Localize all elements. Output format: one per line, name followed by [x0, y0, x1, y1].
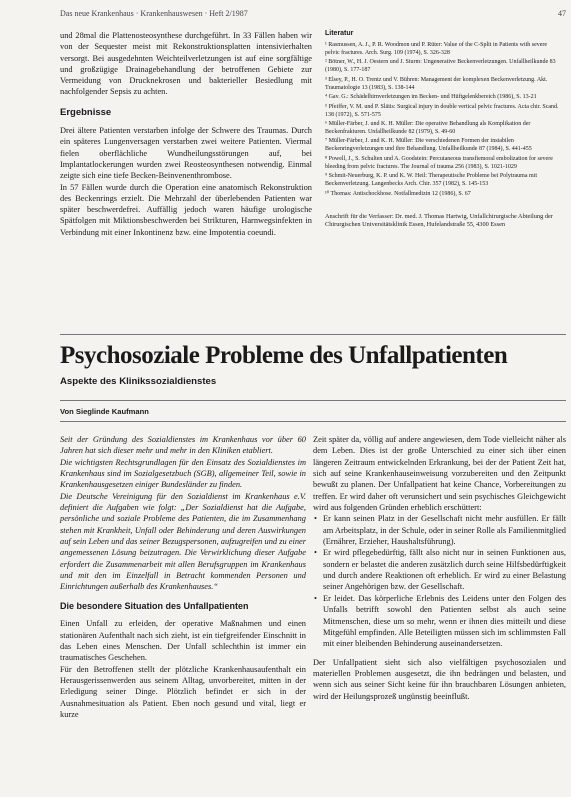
reference-item: ¹ Rasmussen, A. J., P. R. Woodmon und P. Rüter: Value of the C-Split in Patients with severe pelvic fractures. Arch. Surg. 109 (1974), S. 326-328 — [325, 41, 548, 56]
reference-item: ⁸ Powell, J., S. Schulten und A. Goodstein: Percutaneous transfiemoral embolization for severe bleeding from pelvic fractures. The Journal of trauma 256 (1983), S. 1021-1029 — [325, 155, 553, 170]
paragraph: Drei ältere Patienten verstarben infolge der Schwere des Traumas. Durch ein späteres Lungenversagen verstarben zwei weitere Patienten. Viermal fielen oberflächliche Wundheilungsstörungen auf, bei Implantatlockerungen wurden zwei Reosteosynthesen notwendig. Einmal zeigte sich eine tiefe Becken-Beinvenenthrombose. — [60, 126, 312, 181]
article-subtitle: Aspekte des Klinikssozialdienstes — [60, 376, 217, 387]
author-address: Anschrift für die Verfasser: Dr. med. J. Thomas Hartwig, Unfallchirurgische Abteilung der Chirurgischen Universitätsklinik Essen, Hufelandstraße 55, 4300 Essen — [325, 212, 553, 228]
author-rule — [60, 421, 566, 422]
title-rule — [60, 400, 566, 401]
reference-item: ⁶ Müller-Färber, J. und K. H. Müller: Die operative Behandlung als Komplikation der Beckenfrakturen. Unfallheilkunde 82 (1979), S. 49-60 — [325, 121, 531, 135]
reference-item: ⁷ Müller-Färber, J. und K. H. Müller: Die verschiedenen Formen der instabilen Beckenringverletzungen und ihre Behandlung. Unfallheilkunde 87 (1984), S. 441-455 — [325, 138, 532, 153]
article-author: Von Sieglinde Kaufmann — [60, 407, 149, 416]
paragraph: Für den Betroffenen stellt der plötzliche Krankenhausaufenthalt ein Herausgerissenwerden aus seinem Alltag, unvorbereitet, mitten in der Erledigung seiner Dinge. Plötzlich befindet er sich in der Ausnahmesituation als Patient. Eben noch gesund und vital, liegt er kurze — [60, 664, 306, 719]
paragraph: Einen Unfall zu erleiden, der operative Maßnahmen und einen stationären Aufenthalt nach sich zieht, ist ein tiefgreifender Einschnitt in das Leben eines Menschen. Der Unfall schlechthin ist immer ein traumatisches Geschehen. — [60, 619, 306, 663]
reference-item: ⁹ Schmit-Neuerburg, K. P. und K. W. Heil: Therapeutische Probleme bei Polytrauma mit Beckenverletzung. Langenbecks Arch. Chir. 357 (1982), S. 145-153 — [325, 173, 538, 188]
article-divider — [60, 334, 566, 335]
running-header — [60, 9, 566, 18]
reference-item: ² Bötner, W., H. J. Oestern und J. Sturm: Ungenerative Beckenverletzungen. Unfallheilkunde 83 (1980), S. 177-187 — [325, 59, 556, 74]
paragraph: In 57 Fällen wurde durch die Operation eine anatomisch Rekonstruktion des Beckenrings erzielt. Die Mehrzahl der überlebenden Patienten war später beschwerdefrei. Auffällig jedoch waren häufige urologische Spätfolgen mit Miktionsbeschwerden bei Strikturen, Harnwegsinfekten in Verbindung mit einer Inkontinenz bzw. eine Impotentia coeundi. — [60, 182, 312, 237]
bullet-item: • Er leidet. Das körperliche Erlebnis des Leidens unter den Folgen des Unfalls betrifft sowohl den Patienten selbst als auch seine Mitmenschen, diese um so mehr, wenn er ihnen dies mitteilt und diese Mitgefühl empfinden. Alle Beteiligten müssen sich im schlimmsten Fall mit einer bleibenden Behinderung auseinandersetzen. — [323, 593, 566, 650]
reference-item: ⁴ Gav. G.: Schädelhirnverletzungen im Becken- und Hüftgelenkbereich (1986), S. 13-21 — [325, 94, 537, 101]
previous-article-column — [60, 30, 312, 238]
intro-paragraph: Seit der Gründung des Sozialdienstes im Krankenhaus vor über 60 Jahren hat sich dieser mehr und mehr in den Kliniken etabliert. — [60, 435, 306, 456]
section-heading-ergebnisse: Ergebnisse — [60, 106, 112, 118]
reference-item: ³ Elsey, P., H. O. Trentz und V. Bühren: Management der komplexen Beckenverletzung. Akt. Traumatologie 13 (1983), S. 138-144 — [325, 76, 548, 91]
section-heading: Die besondere Situation des Unfallpatienten — [60, 600, 249, 611]
paragraph: Zeit später da, völlig auf andere angewiesen, dem Tode vielleicht näher als dem Leben. Dies ist der große Unterschied zu einer sich über einen längeren Zeitraum entwickelnden Erkrankung, bei der der Patient Zeit hat, sich auf seine Krankenhauseinweisung vorzubereiten und den Zeitpunkt bewußt zu planen. Der Unfallpatient hat keine Chance, Vorbereitungen zu treffen. Er wird daher oft verunsichert und sein psychisches Gleichgewicht wird aus folgenden Gründen erheblich erschüttert: — [313, 435, 566, 513]
bullet-item: • Er kann seinen Platz in der Gesellschaft nicht mehr ausfüllen. Er fällt am Arbeitsplatz, in der Schule, oder in seiner Rolle als Familienmitglied (Ernährer, Erzieher, Haushaltsführung). — [323, 513, 566, 547]
literature-heading: Literatur — [325, 30, 354, 37]
bullet-list — [313, 513, 566, 649]
article-title: Psychosoziale Probleme des Unfallpatienten — [60, 342, 508, 369]
article-left-column — [60, 434, 306, 720]
reference-item: ¹⁰ Thomas: Antischockhose. Notfallmedizin 12 (1986), S. 67 — [325, 190, 471, 197]
reference-item: ⁵ Pfeiffer, V. M. und P. Slätis: Surgical injury in double vertical pelvic fractures. Acta chir. Scand. 138 (1972), S. 571-575 — [325, 103, 559, 118]
bullet-item: • Er wird pflegebedürftig, fällt also nicht nur in seinen Funktionen aus, sondern er belastet die anderen zusätzlich durch seine Hilfsbedürftigkeit und durch andere Reaktionen oft erheblich. Er wird zu einer Belastung seiner Angehörigen bzw. der Gesellschaft. — [323, 547, 566, 592]
page-number: 47 — [558, 9, 566, 18]
literature-column — [325, 30, 563, 229]
intro-paragraph: Die wichtigsten Rechtsgrundlagen für den Einsatz des Sozialdienstes im Krankenhaus sind im Sozialgesetzbuch (SGB), allgemeiner Teil, sowie in Krankenhausgesetzen einiger Bundesländer zu finden. — [60, 457, 306, 490]
article-right-column — [313, 434, 566, 702]
journal-name: Das neue Krankenhaus · Krankenhauswesen · Heft 2/1987 — [60, 9, 248, 18]
paragraph: Der Unfallpatient sieht sich also vielfältigen psychosozialen und materiellen Problemen ausgesetzt, die ihn bedrängen und belasten, und wenn sich aus seiner Sicht keine für ihn brauchbaren Lösungen anbieten, wird der Heilungsprozeß ungünstig beeinflußt. — [313, 657, 566, 701]
intro-paragraph: Die Deutsche Vereinigung für den Sozialdienst im Krankenhaus e.V. definiert die Aufgaben wie folgt: „Der Sozialdienst hat die Aufgabe, persönliche und soziale Probleme des Patienten, die im Zusammenhang stehen mit Krankheit, Unfall oder Behinderung und deren Auswirkungen auf sein Leben und das seiner Bezugspersonen, aufzugreifen und zu einer angemessenen Lösung beizutragen. Die Verwirklichung dieser Aufgabe erfordert die Zusammenarbeit mit allen Berufsgruppen im Krankenhaus und mit den im Einzelfall in Betracht kommenden Personen und Einrichtungen außerhalb des Krankenhauses.“ — [60, 491, 306, 592]
paragraph: und 28mal die Plattenosteosynthese durchgeführt. In 33 Fällen haben wir von der Sequester meist mit Rekonstruktionsplatten intensivierhalten versorgt. Bei ausgedehnten Weichteilverletzungen ist auf eine sorgfältige und großzügige Drainagebehandlung der betroffenen Gebiete zur Vermeidung von Drucknekrosen und bakterieller Besiedlung mit nachfolgender Sepsis zu achten. — [60, 31, 312, 97]
spacer — [313, 650, 566, 657]
